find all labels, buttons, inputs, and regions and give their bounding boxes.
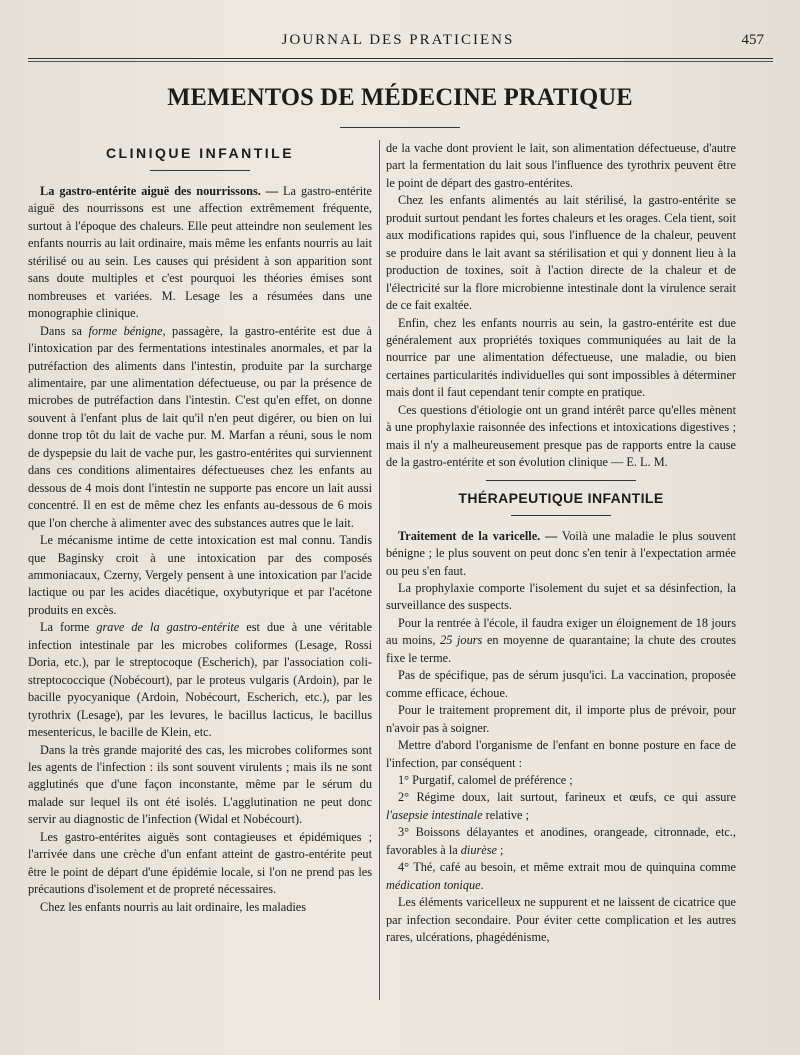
paragraph: Les gastro-entérites aiguës sont contagieuses et épidémiques ; l'arrivée dans une crèche d'un enfant atteint de gastro-entérite peut être le point de départ d'une épidémie locale, si l'on ne prend pas les précautions d'isolement et de propreté nécessaires. [28, 829, 372, 897]
emphasis: diurèse [460, 842, 497, 857]
paragraph-text: 4° Thé, café au besoin, et même extrait mou de quinquina comme [398, 860, 736, 875]
paragraph: Pas de spécifique, pas de sérum jusqu'ici. La vaccination, proposée comme efficace, échoue. [386, 668, 736, 700]
left-column [28, 140, 372, 916]
emphasis: 25 jours [440, 633, 483, 648]
title-rule [340, 127, 460, 128]
paragraph-text: La forme [40, 620, 97, 635]
paragraph [28, 619, 372, 741]
emphasis: médication tonique [386, 877, 481, 892]
paragraph: Ces questions d'étiologie ont un grand intérêt parce qu'elles mènent à une prophylaxie raisonnée des infections et intoxications digestives ; mais il n'y a malheureusement presque pas de rapports entre la cause de la gastro-entérite et son évolution clinique — E. L. M. [386, 402, 736, 470]
paragraph: Enfin, chez les enfants nourris au sein, la gastro-entérite est due généralement aux propriétés toxiques communiquées au lait de la nourrice par une alimentation défectueuse, une maladie, ou bien certaines particularités individuelles qui sont impossibles à déterminer mais dont il faut cependant tenir compte en pratique. [386, 315, 736, 400]
emphasis: l'asepsie intestinale [386, 807, 483, 822]
paragraph [28, 323, 372, 532]
header-rule [28, 58, 773, 59]
paragraph-text: La gastro-entérite aiguë des nourrissons est une affection extrêmement fréquente, surtout à l'époque des chaleurs. Elle peut atteindre non seulement les enfants nourris au lait ordinaire, mais même les enfants nourris au lait stérilisé ou au sein. Les causes qui président à son apparition sont sans doute multiples et c'est pourquoi les théories émises sont nombreuses et variées. M. Lesage les a résumées dans une monographie clinique. [28, 184, 372, 321]
paragraph-text: en moyenne de quarantaine; la chute des croutes fixe le terme. [386, 633, 737, 665]
emphasis: forme bénigne [88, 323, 163, 338]
section-heading-therapeutique: THÉRAPEUTIQUE INFANTILE [458, 489, 664, 506]
section-rule [150, 170, 250, 171]
paragraph-text: est due à une véritable infection intestinale par les microbes coliformes (Lesage, Rossi Doria, etc.), par le streptocoque (Escherich), par l'association coli-streptococcique (Nobécourt), par le proteus vulgaris (Ardoin), par le bacille pyocyanique (Ardoin, Nobécourt, Escherich, etc.), par les tyrothrix (Lesage), par les levures, le bacillus lacticus, le bacillus mesentericus, le bacille de Klein, etc. [28, 620, 372, 740]
journal-title: JOURNAL DES PRATICIENS [281, 32, 515, 48]
article-lead: Traitement de la varicelle. — [398, 528, 558, 543]
header-rule-thin [28, 61, 773, 62]
paragraph-text: . [480, 877, 484, 892]
paragraph: de la vache dont provient le lait, son alimentation défectueuse, d'autre part la fermentation du lait sous l'influence des tyrothrix peuvent être le point de départ des gastro-entérites. [386, 141, 736, 190]
list-item [386, 789, 736, 824]
list-item [386, 859, 736, 894]
paragraph-text: ; [496, 842, 504, 857]
running-head [28, 32, 768, 54]
paragraph: Dans la très grande majorité des cas, les microbes coliformes sont les agents de l'infection : ils sont souvent virulents ; mais ils ne sont agglutinés que d'une façon inconstante, même par le sérum du malade sur lequel ils ont été isolés. L'agglutination ne peut donc servir au diagnostic de l'infection (Widal et Nobécourt). [28, 742, 372, 827]
paragraph: La prophylaxie comporte l'isolement du sujet et sa désinfection, la surveillance des suspects. [386, 580, 736, 613]
paragraph [28, 183, 372, 323]
paragraph [386, 528, 736, 580]
paragraph-text: 2° Régime doux, lait surtout, farineux et œufs, ce qui assure [398, 790, 736, 805]
section-rule [511, 515, 611, 516]
right-column [386, 140, 736, 946]
paragraph-text: Voilà une maladie le plus souvent bénigne ; le plus souvent on peut donc s'en tenir à l'expectation armée ou peu s'en faut. [386, 528, 736, 578]
article-lead: La gastro-entérite aiguë des nourrissons. — [40, 184, 279, 198]
paragraph [386, 615, 736, 667]
paragraph: Chez les enfants nourris au lait ordinaire, les maladies [40, 899, 307, 914]
paragraph-text: , passagère, la gastro-entérite est due à l'intoxication par des fermentations intestinales anormales, et par la putréfaction des aliments dans l'intestin, produite par la surcharge alimentaire, par une alimentation défectueuse, ou par la présence de microbes de putréfaction dans l'intestin. C'est qu'en effet, on donne souvent à l'enfant plus de lait qu'il n'en peut digérer, ou bien on lui donne trop tôt du lait de vache pur. M. Marfan a réuni, sous le nom de dyspepsie du lait de vache pur, les gastro-entérites qui surviennent dans ces conditions alimentaires défectueuses chez les enfants au dessous de 4 mois dont l'intestin ne supporte pas encore un lait aussi concentré. Il en est de même chez les enfants au-dessous de 6 mois que l'on cherche à alimenter avec des substances autres que le lait. [28, 323, 372, 530]
paragraph-text: relative ; [482, 807, 529, 822]
paragraph-text: 3° Boissons délayantes et anodines, orangeade, citronnade, etc., favorables à la [386, 825, 736, 857]
paragraph: Le mécanisme intime de cette intoxication est mal connu. Tandis que Baginsky croit à une intoxication par des composés ammoniacaux, Czerny, Vergely pensent à une intoxication par l'acide lactique ou par les acides diacétique, oxybutyrique et par l'acétone produits en excès. [28, 533, 372, 617]
list-item: 1° Purgatif, calomel de préférence ; [398, 772, 573, 787]
paragraph: Les éléments varicelleux ne suppurent et ne laissent de cicatrice que par infection secondaire. Pour éviter cette complication et les autres rares, ulcérations, phagédénisme, [386, 895, 736, 945]
page-title: MEMENTOS DE MÉDECINE PRATIQUE [167, 84, 633, 111]
section-top-rule [486, 480, 636, 481]
emphasis: grave de la gastro-entérite [96, 620, 240, 635]
paragraph-text: Pour la rentrée à l'école, il faudra exiger un éloignement de 18 jours au moins, [386, 615, 736, 648]
list-item [386, 824, 736, 859]
paragraph: Chez les enfants alimentés au lait stérilisé, la gastro-entérite se produit surtout pendant les fortes chaleurs et les orages. Cela tient, soit aux modifications rapides qui, sous l'influence de la chaleur, peuvent se produire dans le lait avant sa stérilisation et qui y donnent lieu à la production de toxines, soit à l'action directe de la chaleur et de l'électricité sur la flore microbienne intestinale dont la virulence serait de ce fait exaltée. [386, 193, 736, 313]
column-divider [379, 140, 380, 1000]
paragraph: Pour le traitement proprement dit, il importe plus de prévoir, pour n'avoir pas à soigner. [386, 703, 736, 735]
paragraph-text: Dans sa [40, 323, 89, 338]
page-number: 457 [741, 32, 764, 48]
paragraph: Mettre d'abord l'organisme de l'enfant en bonne posture en face de l'infection, par conséquent : [386, 738, 736, 770]
section-heading-clinique: CLINIQUE INFANTILE [105, 145, 295, 161]
